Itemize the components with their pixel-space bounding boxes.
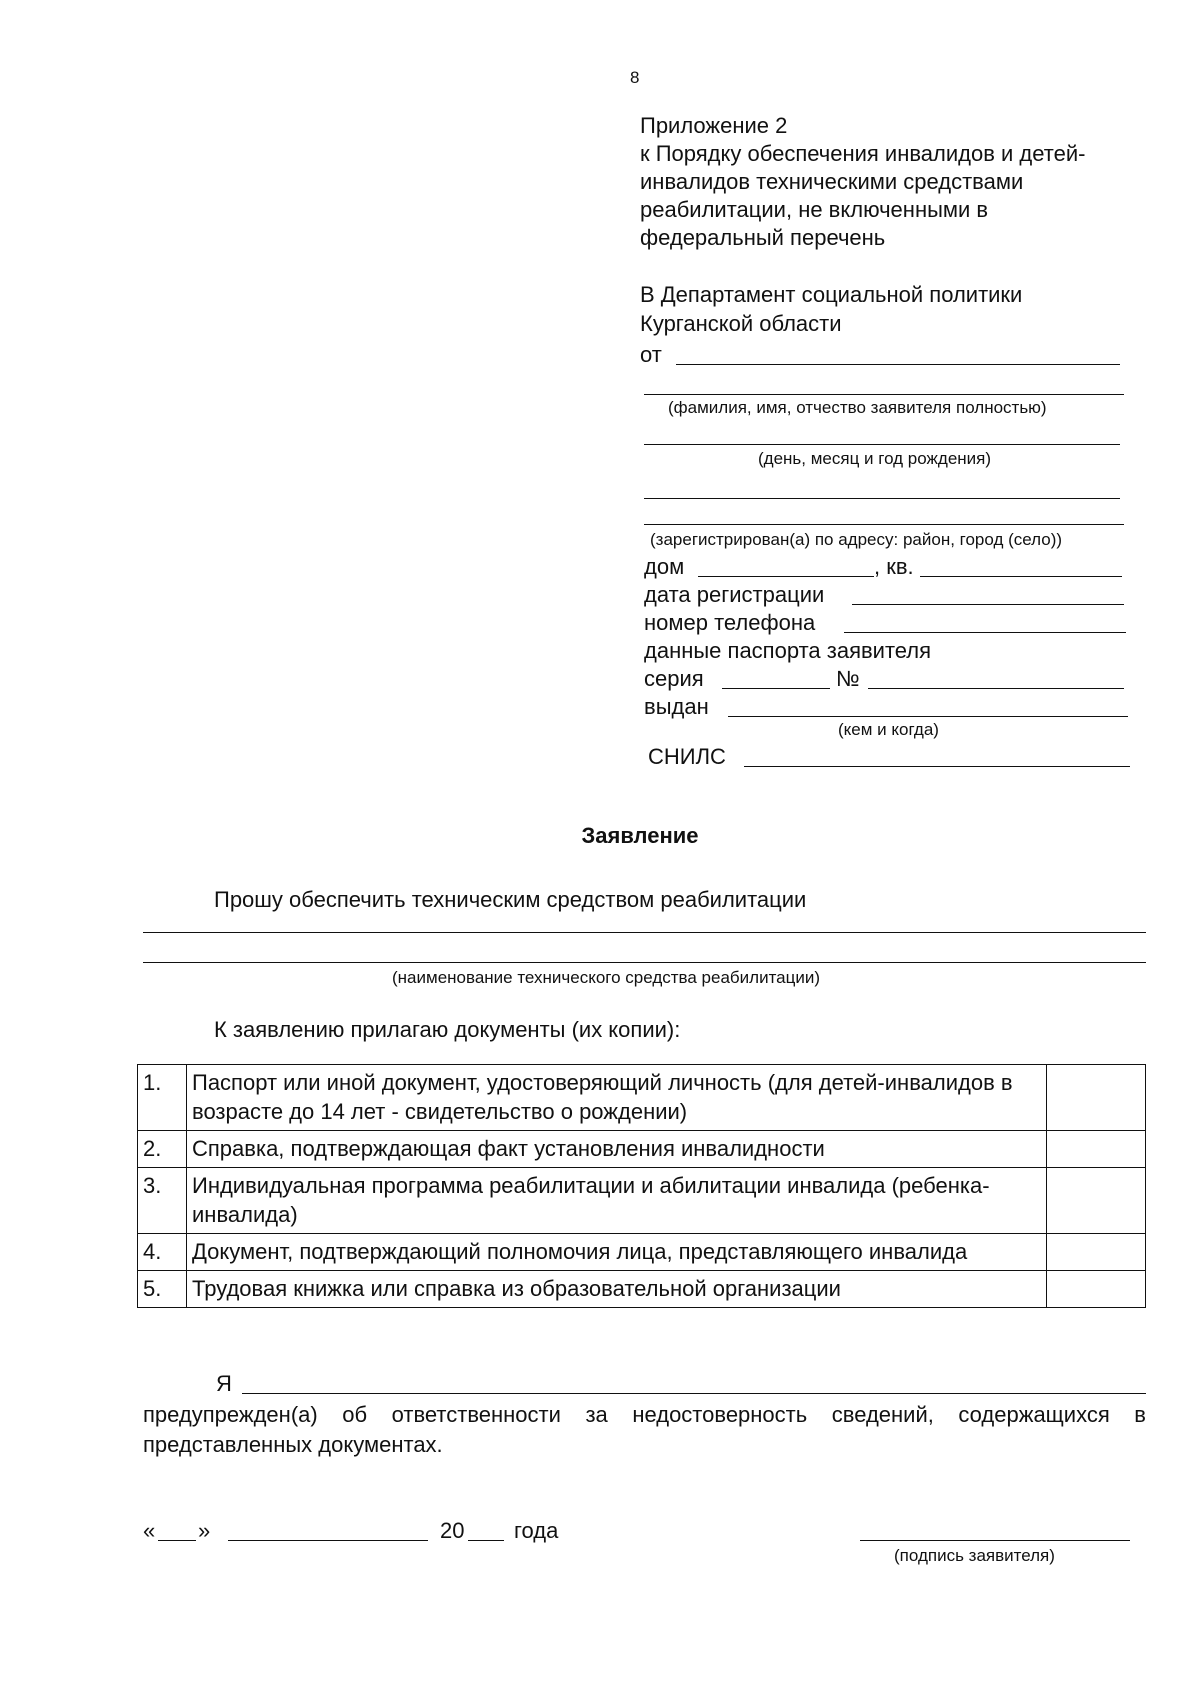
birth-hint: (день, месяц и год рождения) <box>758 449 992 468</box>
apartment-input-line[interactable] <box>920 576 1122 577</box>
doc-text: Трудовая книжка или справка из образовательной организации <box>187 1271 1047 1308</box>
reg-date-input-line[interactable] <box>852 604 1124 605</box>
date-quote-close: » <box>198 1518 211 1543</box>
doc-text: Паспорт или иной документ, удостоверяющий личность (для детей-инвалидов в возрасте до 14 лет - свидетельство о рождении) <box>187 1065 1047 1131</box>
appendix-title: Приложение 2 <box>640 113 788 138</box>
snils-label: СНИЛС <box>648 744 726 769</box>
appendix-line: федеральный перечень <box>640 225 886 250</box>
apartment-label: , кв. <box>874 554 914 579</box>
appendix-line: инвалидов техническими средствами <box>640 169 1024 194</box>
reg-date-label: дата регистрации <box>644 582 825 607</box>
date-quote-open: « <box>143 1518 156 1543</box>
from-input-line[interactable] <box>676 364 1120 365</box>
addressee-block <box>640 280 1160 338</box>
page-number: 8 <box>630 68 640 87</box>
table-row <box>138 1234 1146 1271</box>
doc-check-cell[interactable] <box>1047 1065 1146 1131</box>
from-label: от <box>640 342 662 367</box>
table-row <box>138 1131 1146 1168</box>
documents-table <box>137 1064 1146 1308</box>
doc-number: 4. <box>138 1234 187 1271</box>
phone-input-line[interactable] <box>844 632 1126 633</box>
request-text: Прошу обеспечить техническим средством реабилитации <box>214 887 807 912</box>
attach-text: К заявлению прилагаю документы (их копии): <box>214 1017 681 1042</box>
doc-number: 5. <box>138 1271 187 1308</box>
appendix-line: к Порядку обеспечения инвалидов и детей- <box>640 141 1086 166</box>
birth-date-input-line[interactable] <box>644 444 1120 445</box>
number-input-line[interactable] <box>868 688 1124 689</box>
appendix-line: реабилитации, не включенными в <box>640 197 989 222</box>
doc-check-cell[interactable] <box>1047 1271 1146 1308</box>
issued-hint: (кем и когда) <box>838 720 939 739</box>
doc-check-cell[interactable] <box>1047 1131 1146 1168</box>
tsr-input-line-2[interactable] <box>143 962 1146 963</box>
series-input-line[interactable] <box>722 688 830 689</box>
doc-text: Справка, подтверждающая факт установления инвалидности <box>187 1131 1047 1168</box>
year-prefix: 20 <box>440 1518 465 1543</box>
declarant-name-input-line[interactable] <box>242 1393 1146 1394</box>
i-label: Я <box>216 1371 232 1396</box>
addressee-department: В Департамент социальной политики <box>640 282 1023 307</box>
month-input-line[interactable] <box>228 1540 428 1541</box>
passport-label: данные паспорта заявителя <box>644 638 932 663</box>
tsr-input-line-1[interactable] <box>143 932 1146 933</box>
issued-label: выдан <box>644 694 709 719</box>
doc-number: 3. <box>138 1168 187 1234</box>
address-input-line-1[interactable] <box>644 498 1120 499</box>
address-input-line-2[interactable] <box>644 524 1124 525</box>
house-label: дом <box>644 554 685 579</box>
doc-number: 2. <box>138 1131 187 1168</box>
fio-input-line[interactable] <box>644 394 1124 395</box>
day-input-line[interactable] <box>158 1540 196 1541</box>
signature-input-line[interactable] <box>860 1540 1130 1541</box>
number-label: № <box>836 666 860 691</box>
fio-hint: (фамилия, имя, отчество заявителя полностью) <box>668 398 1047 417</box>
responsibility-warning: предупрежден(а) об ответственности за недостоверность сведений, содержащихся в представленных документах. <box>143 1402 1146 1457</box>
doc-text: Индивидуальная программа реабилитации и абилитации инвалида (ребенка-инвалида) <box>187 1168 1047 1234</box>
series-label: серия <box>644 666 704 691</box>
table-row <box>138 1271 1146 1308</box>
tsr-hint: (наименование технического средства реабилитации) <box>392 968 821 987</box>
snils-input-line[interactable] <box>744 766 1130 767</box>
table-row <box>138 1168 1146 1234</box>
phone-label: номер телефона <box>644 610 816 635</box>
doc-number: 1. <box>138 1065 187 1131</box>
table-row <box>138 1065 1146 1131</box>
year-input-line[interactable] <box>468 1540 504 1541</box>
addressee-region: Курганской области <box>640 311 842 336</box>
statement-title: Заявление <box>581 823 699 848</box>
house-input-line[interactable] <box>698 576 874 577</box>
issued-input-line[interactable] <box>728 716 1128 717</box>
doc-check-cell[interactable] <box>1047 1168 1146 1234</box>
address-hint: (зарегистрирован(а) по адресу: район, город (село)) <box>650 530 1063 549</box>
signature-hint: (подпись заявителя) <box>894 1546 1055 1565</box>
doc-check-cell[interactable] <box>1047 1234 1146 1271</box>
year-suffix: года <box>514 1518 559 1543</box>
doc-text: Документ, подтверждающий полномочия лица, представляющего инвалида <box>187 1234 1047 1271</box>
appendix-header <box>640 112 1160 252</box>
